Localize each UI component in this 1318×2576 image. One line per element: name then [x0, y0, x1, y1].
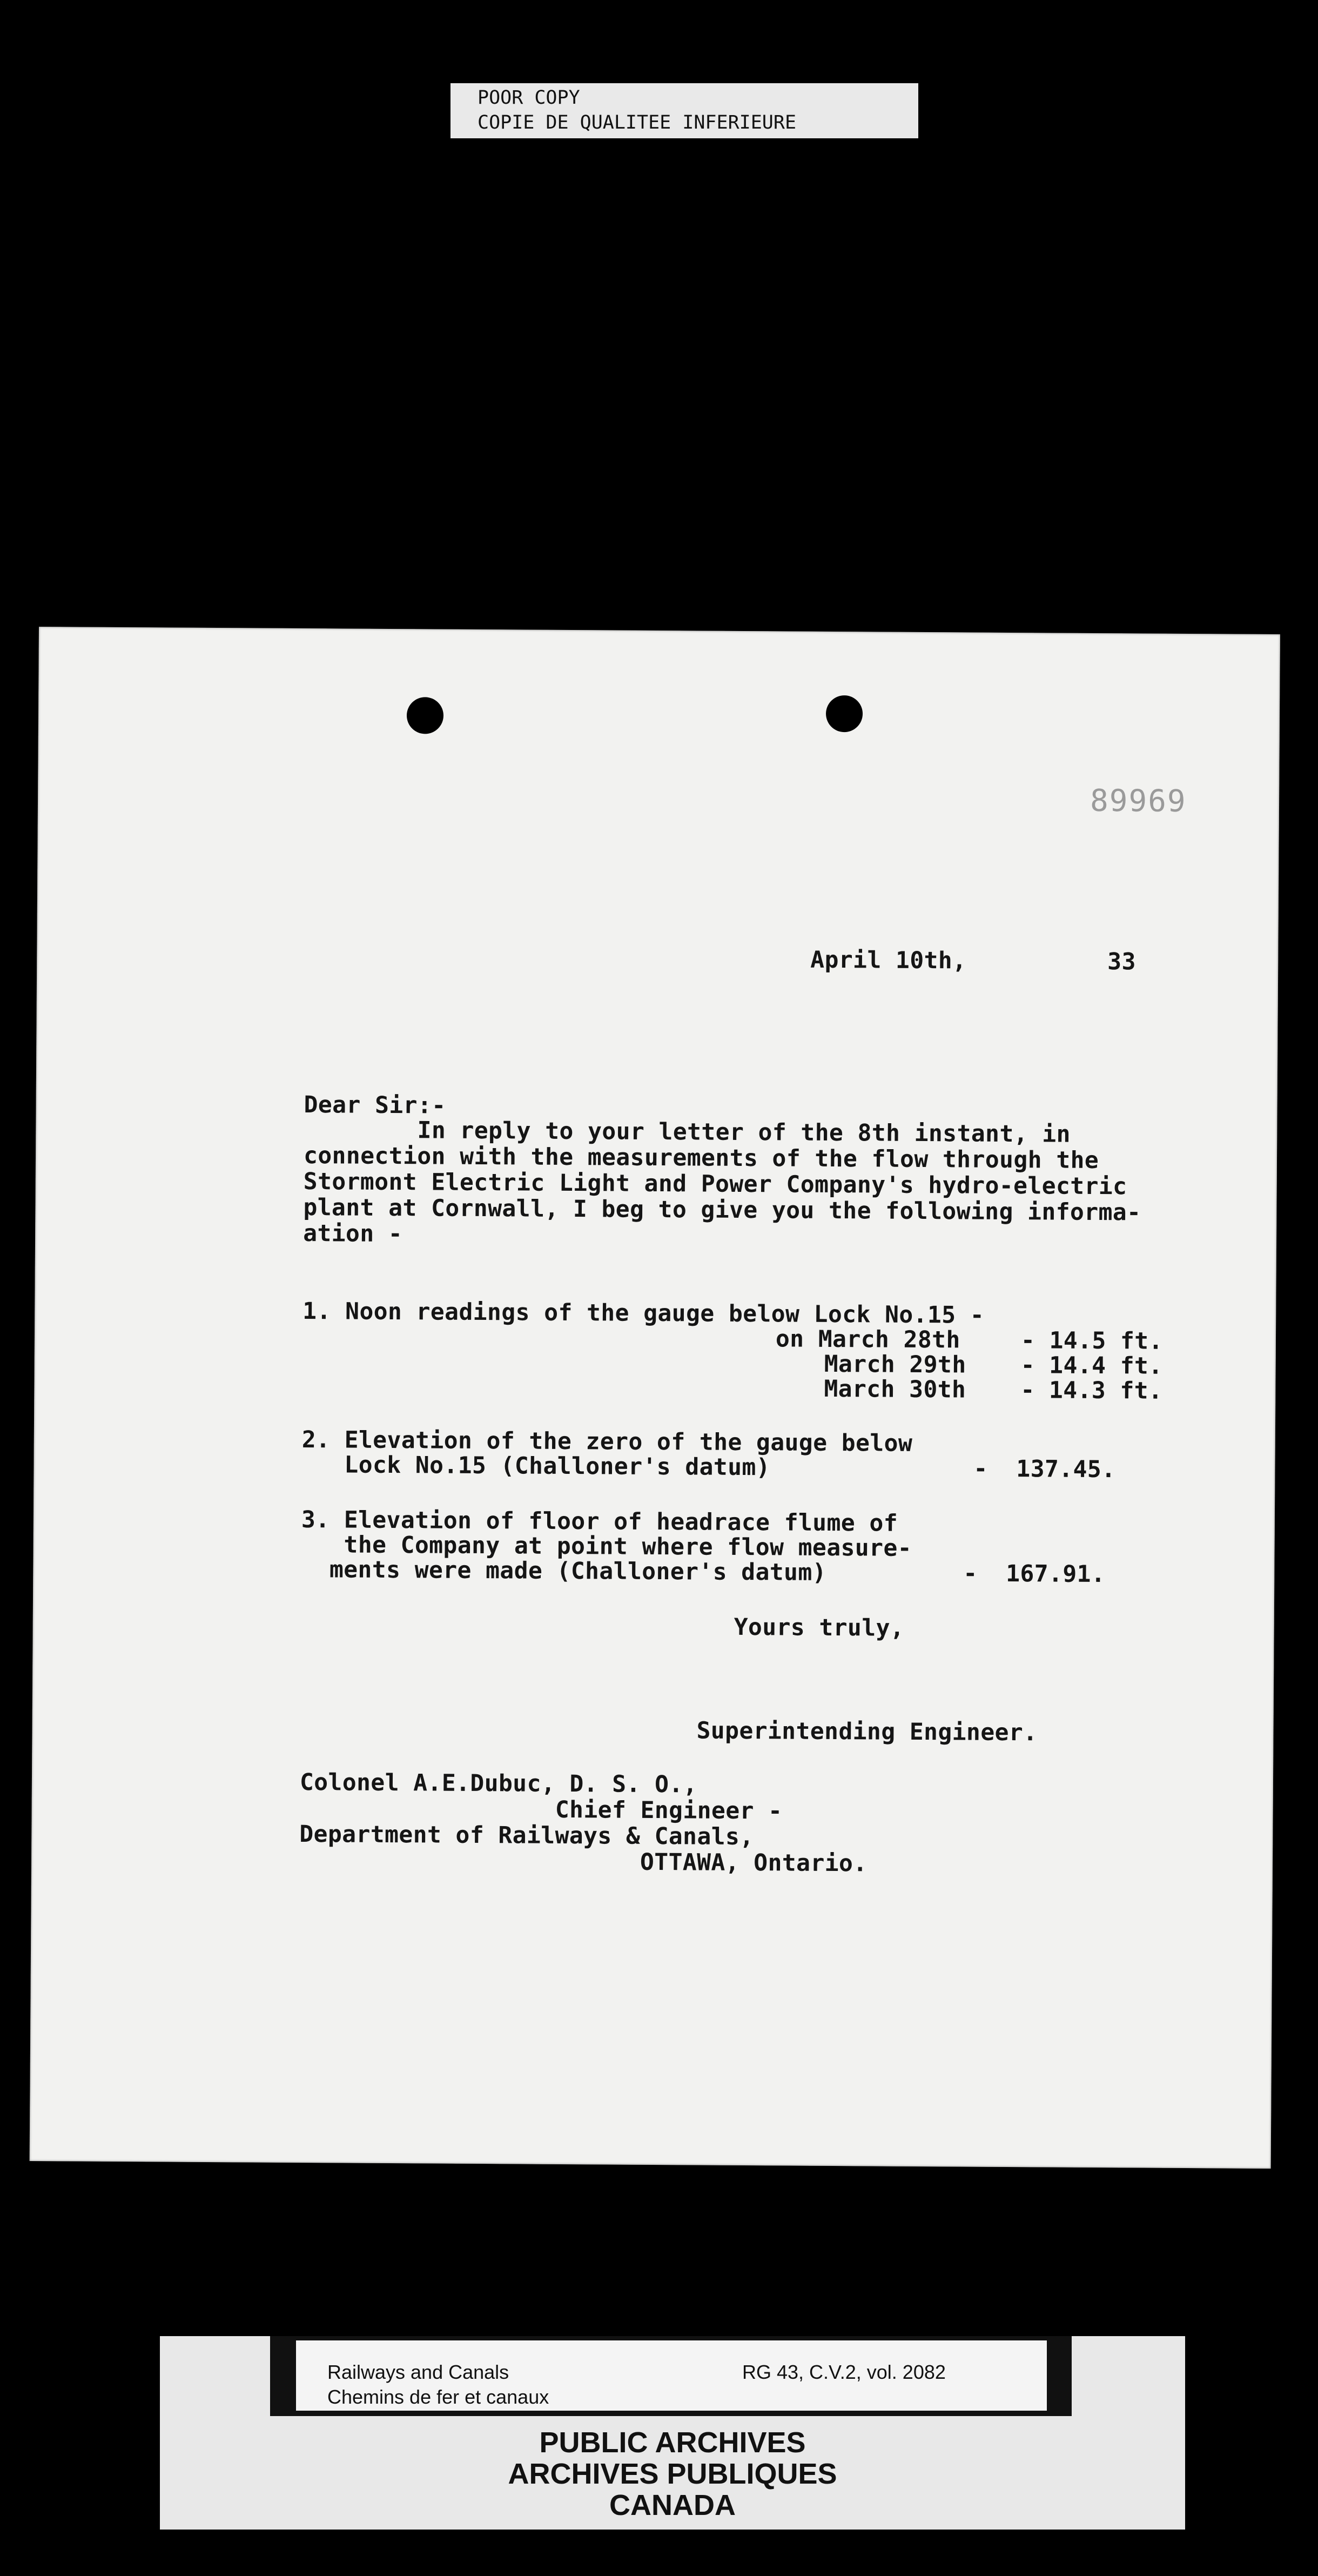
file-number-stamp: 89969	[1090, 783, 1187, 819]
salutation: Dear Sir:-	[304, 1091, 446, 1119]
reference-box	[296, 2340, 1047, 2411]
intro-line: plant at Cornwall, I beg to give you the following informa-	[303, 1194, 1141, 1226]
archives-name-french: ARCHIVES PUBLIQUES	[508, 2458, 837, 2490]
notice-line-1: POOR COPY	[478, 87, 580, 109]
intro-line: In reply to your letter of the 8th instant, in	[304, 1116, 1071, 1148]
intro-line: ation -	[302, 1220, 403, 1248]
intro-line: connection with the measurements of the flow through the	[303, 1142, 1099, 1175]
punch-hole-right	[826, 695, 863, 732]
letter-date: April 10th,	[810, 946, 967, 975]
archives-country: CANADA	[609, 2489, 736, 2521]
closing: Yours truly,	[734, 1613, 905, 1642]
signature-title: Superintending Engineer.	[696, 1717, 1038, 1747]
addressee-line: Department of Railways & Canals,	[299, 1820, 754, 1851]
reading-value: - 14.5 ft.	[1020, 1327, 1164, 1355]
letter-year: 33	[1107, 948, 1136, 976]
reading-date: March 29th	[824, 1350, 966, 1379]
archives-name	[160, 2427, 1185, 2521]
addressee-line: Chief Engineer -	[299, 1794, 783, 1825]
series-english: Railways and Canals	[327, 2361, 509, 2383]
archive-plate	[160, 2336, 1185, 2530]
notice-line-2: COPIE DE QUALITEE INFERIEURE	[478, 112, 797, 133]
item-2-value: - 137.45.	[973, 1455, 1116, 1484]
item-3-line-3: ments were made (Challoner's datum)	[301, 1555, 827, 1586]
reading-value: - 14.4 ft.	[1020, 1352, 1163, 1380]
reading-value: - 14.3 ft.	[1020, 1377, 1163, 1405]
addressee-line: Colonel A.E.Dubuc, D. S. O.,	[299, 1768, 698, 1799]
intro-line: Stormont Electric Light and Power Company's hydro-electric	[303, 1168, 1127, 1200]
archive-reference: RG 43, C.V.2, vol. 2082	[742, 2361, 946, 2383]
letter-page	[30, 627, 1280, 2169]
series-french: Chemins de fer et canaux	[327, 2386, 549, 2408]
addressee-line: OTTAWA, Ontario.	[299, 1846, 868, 1877]
poor-copy-notice	[450, 83, 918, 138]
intro-paragraph	[303, 1117, 1141, 1251]
item-1-heading: 1. Noon readings of the gauge below Lock No.15 -	[302, 1298, 985, 1329]
item-2-line-1: 2. Elevation of the zero of the gauge below	[301, 1426, 913, 1457]
item-3-value: - 167.91.	[963, 1560, 1106, 1588]
reading-date: March 30th	[824, 1375, 966, 1404]
item-3-line-1: 3. Elevation of floor of headrace flume of	[301, 1506, 898, 1537]
addressee-block	[299, 1769, 868, 1876]
archives-name-english: PUBLIC ARCHIVES	[539, 2426, 806, 2459]
item-2-line-2: Lock No.15 (Challoner's datum)	[301, 1451, 771, 1481]
item-3-line-2: the Company at point where flow measure-	[301, 1531, 912, 1562]
punch-hole-left	[407, 697, 443, 734]
reading-date: on March 28th	[775, 1325, 960, 1354]
